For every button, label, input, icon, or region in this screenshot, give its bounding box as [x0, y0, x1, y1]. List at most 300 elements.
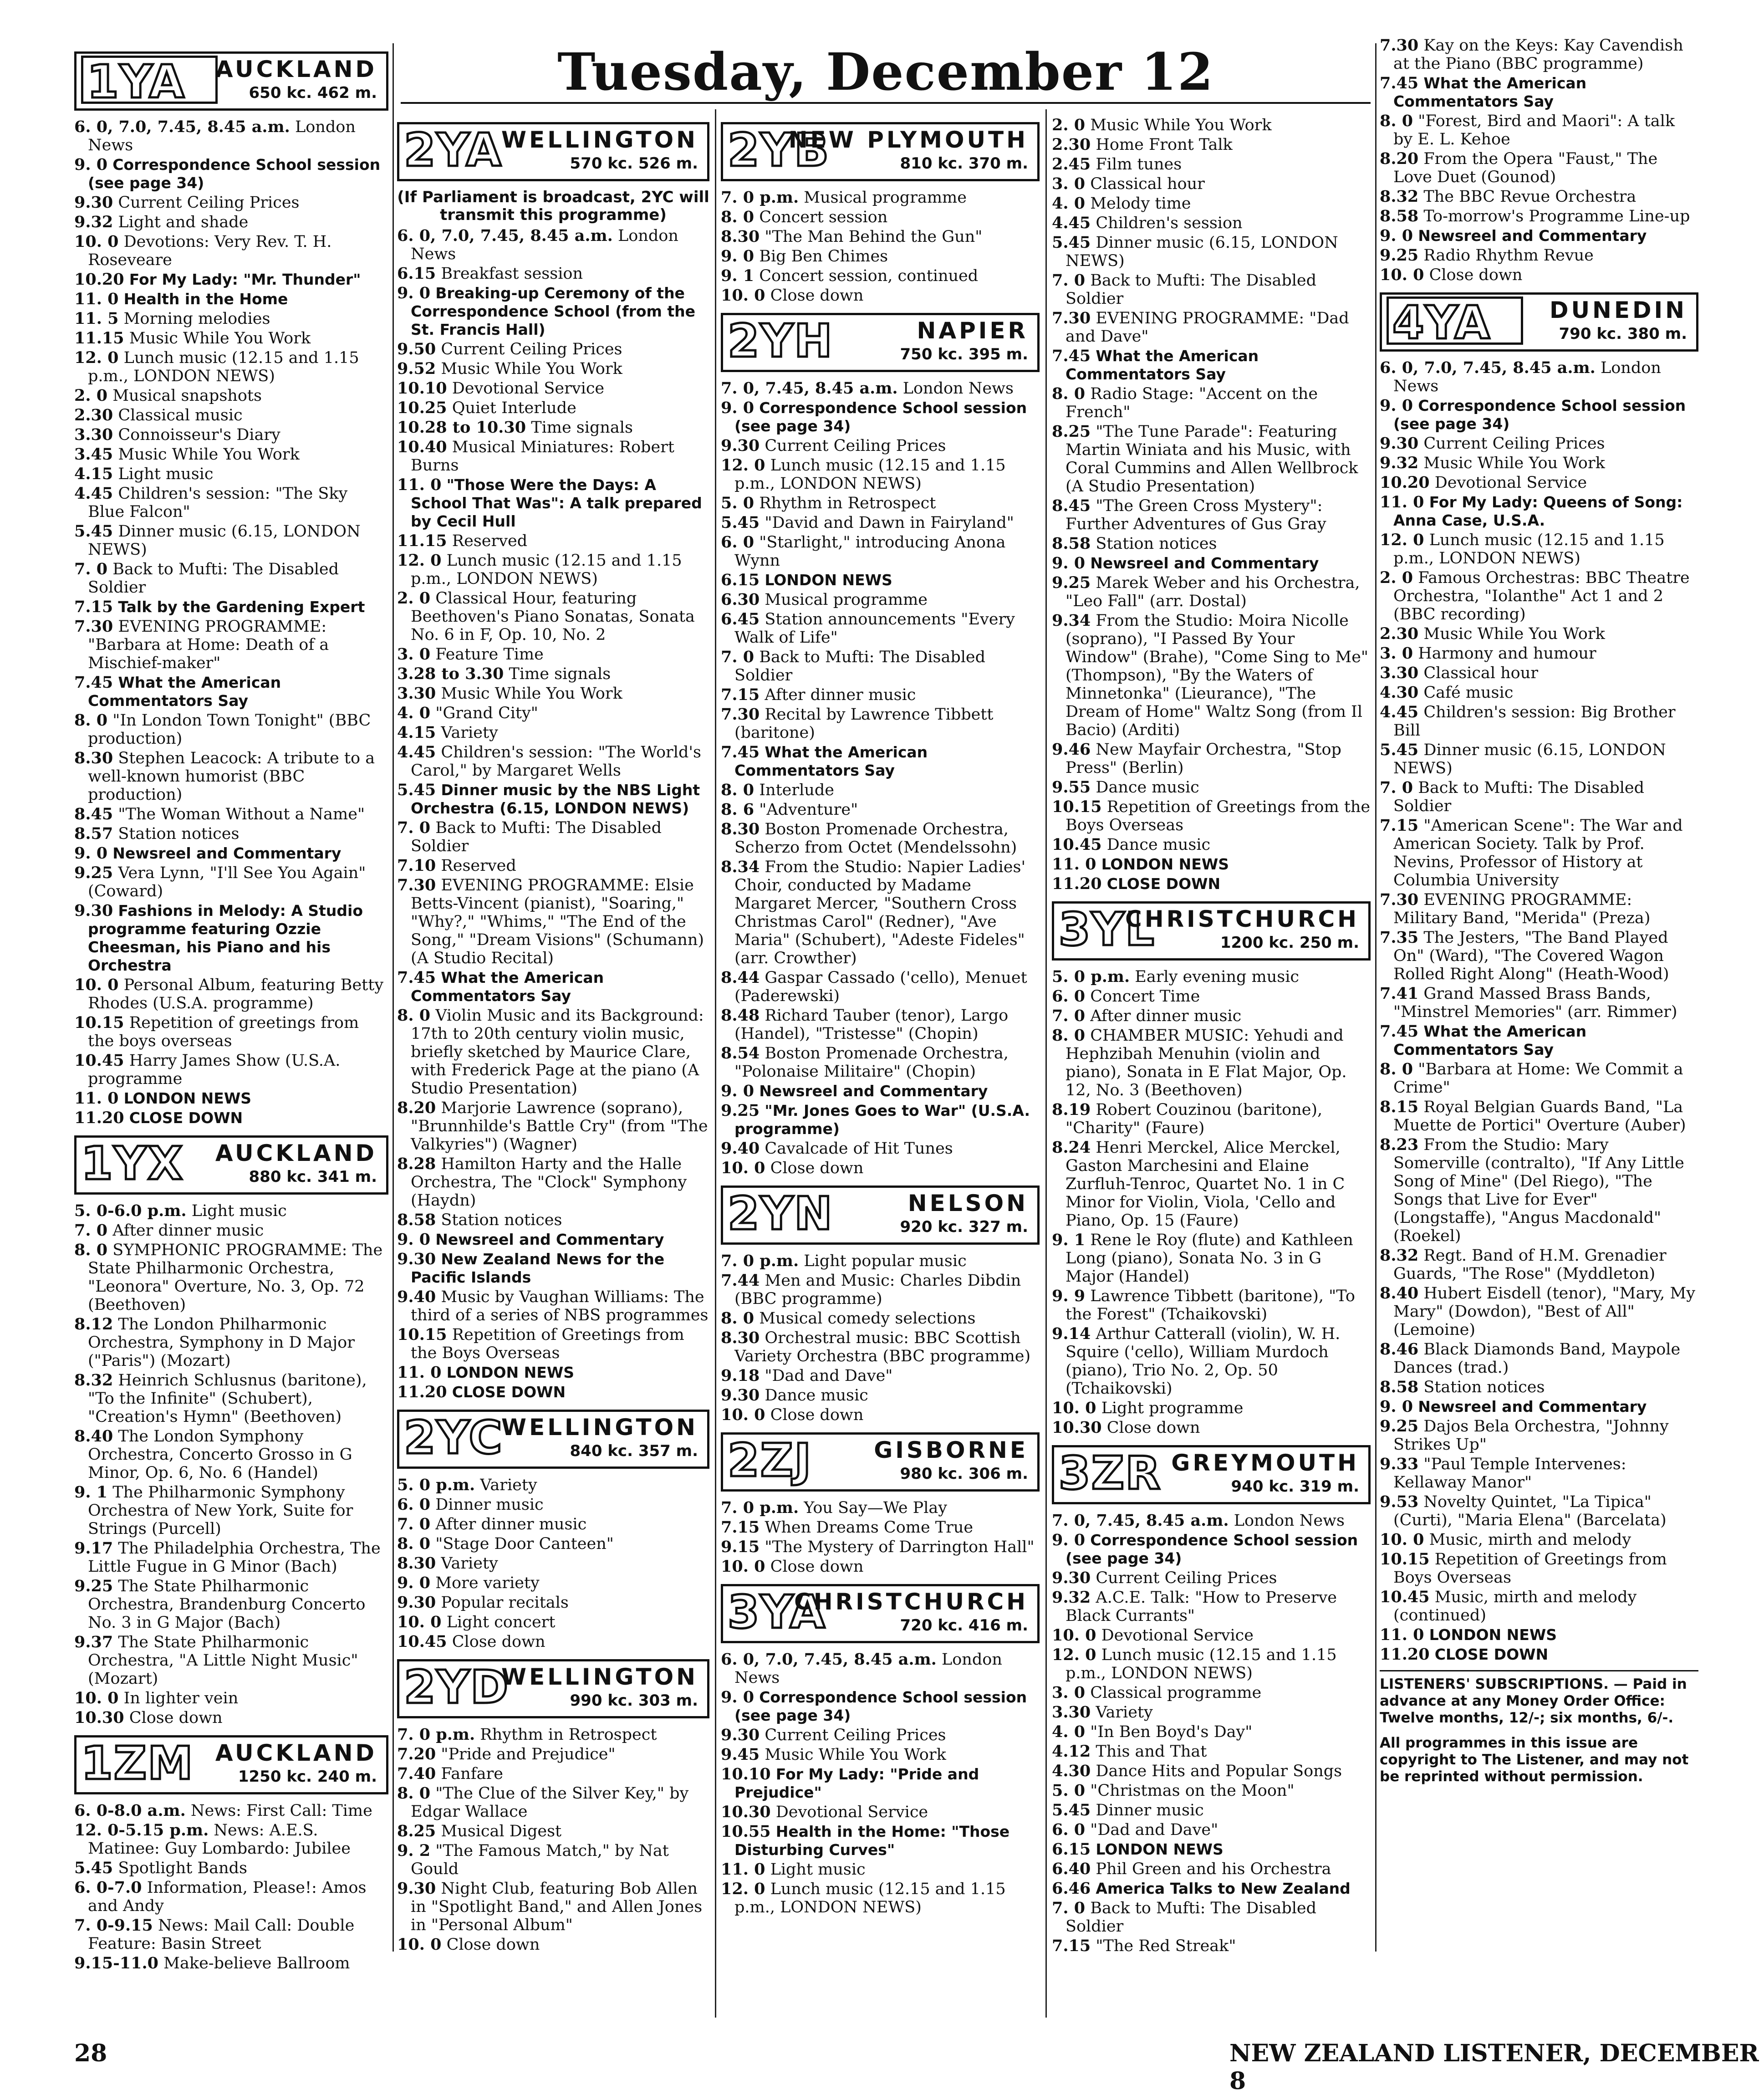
programme-item — [1380, 150, 1698, 186]
programme-time: 11. 0 — [1052, 855, 1096, 874]
programme-title: Back to Mufti: The Disabled Soldier — [1066, 271, 1317, 308]
programme-item — [397, 1288, 709, 1324]
programme-title: Vera Lynn, "I'll See You Again" (Coward) — [88, 864, 366, 900]
page-title: Tuesday, December 12 — [401, 43, 1371, 104]
programme-item — [1380, 1645, 1698, 1664]
programme-title: EVENING PROGRAMME: "Barbara at Home: Death of a Mischief-maker" — [88, 618, 329, 672]
programme-time: 9.46 — [1052, 740, 1091, 759]
programme-time: 8.32 — [1380, 187, 1419, 206]
programme-title: "American Scene": The War and American Society. Talk by Prof. Nevins, Professor of History at Columbia University — [1393, 817, 1683, 889]
station-callsign: 1YX — [81, 1137, 184, 1190]
station-city: AUCKLAND — [215, 1140, 377, 1166]
programme-time: 6. 0 — [1052, 987, 1086, 1006]
programme-time: 9. 0 — [1380, 396, 1413, 415]
programme-item — [1052, 1684, 1371, 1702]
programme-title: Close down — [452, 1633, 546, 1651]
programme-time: 7.15 — [74, 598, 113, 616]
programme-item — [397, 1842, 709, 1878]
programme-item — [721, 1765, 1040, 1802]
programme-item — [721, 1159, 1040, 1177]
programme-time: 9. 2 — [397, 1841, 431, 1860]
programme-title: Devotional Service — [775, 1803, 928, 1821]
programme-item — [1380, 493, 1698, 530]
programme-title: Back to Mufti: The Disabled Soldier — [1393, 779, 1645, 815]
programme-title: Richard Tauber (tenor), Largo (Handel), "Tristesse" (Chopin) — [734, 1007, 1009, 1043]
programme-time: 8. 0 — [1052, 1026, 1086, 1045]
programme-item — [74, 1371, 388, 1426]
programme-item — [1052, 1703, 1371, 1722]
programme-time: 4.45 — [1052, 214, 1091, 232]
programme-title: London News — [902, 379, 1014, 398]
programme-item — [1052, 987, 1371, 1006]
programme-time: 5. 0-6.0 p.m. — [74, 1201, 187, 1220]
programme-title: Back to Mufti: The Disabled Soldier — [1066, 1899, 1317, 1936]
programme-item — [74, 711, 388, 748]
programme-title: "Dad and Dave" — [1090, 1821, 1218, 1839]
programme-item — [1052, 612, 1371, 739]
programme-item — [74, 618, 388, 672]
programme-item — [74, 522, 388, 559]
programme-time: 2. 0 — [397, 589, 431, 608]
programme-title: News: Mail Call: Double Feature: Basin Street — [88, 1916, 355, 1953]
programme-title: Classical music — [118, 406, 243, 424]
programme-title: Connoisseur's Diary — [118, 426, 280, 444]
programme-title: Feature Time — [435, 645, 544, 664]
programme-title: Close down — [770, 1406, 864, 1424]
programme-time: 8. 0 — [1380, 1060, 1413, 1078]
programme-item — [74, 349, 388, 385]
programme-item — [397, 685, 709, 703]
programme-time: 8.58 — [1380, 207, 1419, 225]
programme-time: 10. 0 — [74, 232, 119, 251]
station-callsign: 2YD — [404, 1661, 509, 1714]
programme-item — [1052, 741, 1371, 777]
programme-time: 8.20 — [397, 1099, 436, 1117]
programme-item — [1380, 434, 1698, 453]
programme-title: Music, mirth and melody — [1429, 1531, 1631, 1549]
programme-title: CLOSE DOWN — [1434, 1645, 1549, 1663]
station-1zm — [74, 1735, 388, 1972]
programme-time: 6.45 — [721, 610, 760, 628]
programme-item — [1380, 664, 1698, 682]
programme-item — [1380, 1417, 1698, 1454]
programme-title: Robert Couzinou (baritone), "Charity" (Faure) — [1066, 1101, 1323, 1137]
programme-time: 4. 0 — [1052, 1722, 1086, 1741]
programme-time: 8.58 — [1052, 534, 1091, 553]
programme-title: Musical comedy selections — [759, 1309, 976, 1328]
programme-item — [397, 399, 709, 417]
programme-title: Light and shade — [118, 213, 249, 231]
programme-item — [1380, 569, 1698, 623]
programme-title: Children's session: Big Brother Bill — [1393, 703, 1676, 740]
programme-item — [74, 1241, 388, 1314]
programme-title: Violin Music and its Background: 17th to 20th century violin music, briefly sketched by Maurice Clare, with Frederick Page at the piano (A Studio Presentation) — [411, 1007, 704, 1098]
programme-item — [721, 820, 1040, 857]
programme-item — [721, 456, 1040, 493]
station-frequency: 790 kc. 380 m. — [1559, 325, 1687, 343]
programme-time: 3.30 — [1052, 1703, 1091, 1722]
programme-time: 7.15 — [721, 685, 760, 704]
programme-time: 7.15 — [721, 1518, 760, 1537]
programme-title: The London Symphony Orchestra, Concerto Grosso in G Minor, Op. 6, No. 6 (Handel) — [88, 1427, 352, 1482]
programme-item — [397, 227, 709, 263]
programme-time: 10.15 — [397, 1325, 447, 1344]
programme-time: 8.34 — [721, 858, 760, 876]
programme-time: 7.41 — [1380, 984, 1419, 1003]
programme-title: Station notices — [118, 825, 240, 843]
programme-item — [1380, 1550, 1698, 1587]
programme-item — [74, 387, 388, 405]
column-divider — [393, 43, 394, 1952]
programme-item — [1052, 136, 1371, 154]
programme-item — [721, 1803, 1040, 1821]
programme-item — [1052, 778, 1371, 797]
station-callsign: 1YA — [81, 56, 218, 104]
programme-item — [1052, 1762, 1371, 1780]
programme-time: 8.46 — [1380, 1340, 1419, 1359]
programme-time: 7. 0 — [1052, 1899, 1086, 1917]
programme-time: 8.25 — [397, 1822, 436, 1840]
programme-title: Dinner music (6.15, LONDON NEWS) — [1066, 234, 1338, 270]
programme-item — [721, 686, 1040, 704]
programme-time: 5.45 — [1380, 741, 1419, 759]
programme-time: 7. 0-9.15 — [74, 1916, 153, 1935]
programme-item — [397, 1155, 709, 1210]
programme-item — [397, 857, 709, 875]
station-header — [721, 1432, 1040, 1492]
programme-item — [1052, 1742, 1371, 1761]
footer-masthead: NEW ZEALAND LISTENER, DECEMBER 8 — [1229, 2039, 1759, 2095]
programme-title: After dinner music — [1090, 1007, 1242, 1025]
programme-item — [397, 645, 709, 664]
programme-item — [1380, 644, 1698, 663]
programme-item — [74, 194, 388, 212]
programme-time: 9. 0 — [1380, 1397, 1413, 1416]
programme-item — [74, 825, 388, 843]
programme-item — [1052, 214, 1371, 232]
programme-time: 11.20 — [397, 1383, 447, 1401]
programme-item — [397, 1594, 709, 1612]
programme-item — [1380, 1455, 1698, 1492]
programme-title: Back to Mufti: The Disabled Soldier — [411, 819, 662, 855]
programme-title: After dinner music — [435, 1515, 587, 1533]
programme-title: Radio Stage: "Accent on the French" — [1066, 385, 1318, 421]
programme-title: "The Famous Match," by Nat Gould — [411, 1842, 669, 1878]
programme-title: Concert session, continued — [759, 267, 979, 285]
programme-time: 10.10 — [397, 379, 447, 398]
programme-time: 9.37 — [74, 1633, 113, 1651]
programme-title: LONDON NEWS — [765, 571, 892, 589]
programme-title: Rhythm in Retrospect — [480, 1726, 657, 1744]
programme-time: 10.55 — [721, 1822, 771, 1841]
programme-item — [74, 1916, 388, 1953]
programme-title: Radio Rhythm Revue — [1423, 246, 1594, 265]
programme-title: "Forest, Bird and Maori": A talk by E. L. Kehoe — [1393, 112, 1675, 148]
programme-time: 10. 0 — [721, 1405, 765, 1424]
programme-time: 7. 0 p.m. — [721, 1498, 799, 1517]
programme-time: 6.15 — [1052, 1840, 1091, 1859]
programme-time: 11.15 — [74, 329, 124, 347]
programme-time: 7. 0 — [1052, 1007, 1086, 1025]
programme-time: 8.24 — [1052, 1138, 1091, 1157]
programme-time: 9. 0 — [397, 1574, 431, 1592]
station-callsign: 2YH — [728, 314, 833, 368]
programme-title: "Mr. Jones Goes to War" (U.S.A. programme) — [734, 1102, 1030, 1138]
programme-time: 10. 0 — [721, 1557, 765, 1576]
programme-item — [397, 1326, 709, 1362]
programme-title: Light popular music — [804, 1252, 967, 1270]
station-callsign: 2YC — [404, 1411, 503, 1464]
programme-time: 8.28 — [397, 1155, 436, 1173]
programme-item — [74, 118, 388, 154]
programme-title: Henri Merckel, Alice Merckel, Gaston Marchesini and Elaine Zurfluh-Tenroc, Quartet No. 1 in C Minor for Violin, Viola, 'Cello and Piano, Op. 15 (Faure) — [1066, 1139, 1345, 1230]
programme-time: 2.45 — [1052, 155, 1091, 174]
station-3yl — [1052, 901, 1371, 1437]
programme-time: 7. 0 — [1052, 271, 1086, 290]
programme-item — [397, 340, 709, 358]
programme-item — [397, 265, 709, 283]
programme-item — [1380, 1626, 1698, 1644]
programme-time: 8. 0 — [397, 1784, 431, 1803]
programme-title: Melody time — [1090, 194, 1191, 213]
station-header — [721, 313, 1040, 372]
programme-title: Musical programme — [804, 189, 967, 207]
programme-item — [74, 1221, 388, 1240]
programme-title: London News — [411, 227, 678, 263]
programme-title: Back to Mufti: The Disabled Soldier — [734, 648, 986, 685]
programme-item — [1052, 1880, 1371, 1898]
programme-title: Current Ceiling Prices — [1096, 1569, 1277, 1587]
programme-time: 4. 0 — [1052, 194, 1086, 213]
programme-time: 8.12 — [74, 1315, 113, 1334]
programme-title: "Dad and Dave" — [765, 1367, 893, 1385]
station-2yc — [397, 1410, 709, 1651]
programme-title: Dinner music by the NBS Light Orchestra (6.15, LONDON NEWS) — [411, 781, 700, 817]
programme-title: Children's session: "The Sky Blue Falcon" — [88, 485, 348, 521]
programme-item — [1380, 1493, 1698, 1529]
programme-item — [74, 805, 388, 823]
programme-item — [1052, 1589, 1371, 1625]
programme-title: Famous Orchestras: BBC Theatre Orchestra, "Iolanthe" Act 1 and 2 (BBC recording) — [1393, 569, 1690, 623]
programme-time: 8.23 — [1380, 1135, 1419, 1154]
programme-title: The State Philharmonic Orchestra, Brandenburg Concerto No. 3 in G Major (Bach) — [88, 1577, 366, 1632]
programme-time: 8. 0 — [74, 711, 108, 730]
station-header — [1052, 1445, 1371, 1504]
programme-item — [721, 858, 1040, 967]
programme-time: 6.15 — [397, 264, 436, 283]
programme-time: 8.32 — [74, 1371, 113, 1390]
column-1 — [74, 43, 388, 1974]
programme-time: 8.30 — [721, 820, 760, 838]
station-callsign: 3YL — [1059, 903, 1155, 956]
programme-item — [1380, 1340, 1698, 1377]
programme-time: 9.45 — [721, 1745, 760, 1764]
programme-title: Popular recitals — [441, 1594, 569, 1612]
programme-title: Classical hour — [1423, 664, 1539, 682]
programme-time: 8. 0 — [721, 208, 755, 226]
programme-title: Reserved — [441, 857, 516, 875]
station-2yb — [721, 122, 1040, 305]
programme-time: 10. 0 — [721, 286, 765, 305]
programme-time: 9. 1 — [74, 1483, 108, 1502]
programme-item — [397, 781, 709, 818]
programme-item — [397, 1383, 709, 1401]
programme-time: 7.30 — [397, 876, 436, 894]
station-city: CHRISTCHURCH — [794, 1589, 1028, 1615]
programme-item — [74, 1859, 388, 1877]
station-4ya — [1380, 292, 1698, 1664]
programme-item — [397, 1554, 709, 1573]
programme-time: 6. 0-7.0 — [74, 1878, 142, 1897]
programme-time: 7. 0 p.m. — [721, 1252, 799, 1270]
programme-title: Marek Weber and his Orchestra, "Leo Fall" (arr. Dostal) — [1066, 574, 1360, 610]
programme-title: Variety — [441, 724, 498, 742]
programme-time: 9.30 — [397, 1250, 436, 1268]
programme-title: More variety — [435, 1574, 540, 1592]
programme-title: "The Tune Parade": Featuring Martin Winiata and his Music, with Coral Cummins and Allen Wellbrock (A Studio Presentation) — [1066, 423, 1358, 496]
programme-item — [1380, 74, 1698, 111]
programme-time: 11. 0 — [721, 1860, 765, 1879]
programme-time: 9.30 — [721, 1386, 760, 1405]
programme-item — [721, 208, 1040, 226]
programme-title: Current Ceiling Prices — [765, 1726, 946, 1744]
programme-item — [1380, 891, 1698, 927]
programme-title: Concert Time — [1090, 987, 1200, 1006]
programme-time: 12. 0-5.15 p.m. — [74, 1821, 209, 1840]
programme-item — [74, 1109, 388, 1127]
programme-item — [1380, 227, 1698, 245]
programme-item — [1052, 1139, 1371, 1230]
programme-time: 4.15 — [74, 465, 113, 483]
programme-time: 9. 1 — [721, 266, 755, 285]
programme-title: Dinner music — [1096, 1801, 1204, 1819]
programme-item — [1052, 347, 1371, 383]
programme-time: 7. 0 — [397, 818, 431, 837]
programme-time: 7.44 — [721, 1271, 760, 1290]
programme-title: Dajos Bela Orchestra, "Johnny Strikes Up" — [1393, 1417, 1669, 1454]
programme-title: Repetition of Greetings from the Boys Overseas — [411, 1326, 684, 1362]
programme-time: 9.25 — [74, 1577, 113, 1595]
programme-title: Fanfare — [441, 1765, 503, 1783]
programme-item — [1052, 798, 1371, 834]
programme-title: Health in the Home — [123, 290, 288, 308]
programme-item — [397, 1515, 709, 1533]
programme-title: Current Ceiling Prices — [441, 340, 622, 358]
programme-time: 8. 0 — [74, 1241, 108, 1259]
programme-title: CLOSE DOWN — [452, 1383, 566, 1401]
programme-item — [721, 1860, 1040, 1879]
programme-item — [721, 801, 1040, 819]
programme-title: What the American Commentators Say — [88, 674, 281, 710]
programme-time: 11. 0 — [74, 290, 119, 308]
programme-title: Variety — [1096, 1703, 1153, 1722]
programme-time: 11.20 — [1380, 1645, 1430, 1664]
programme-time: 9.52 — [397, 359, 436, 378]
programme-time: 9.30 — [721, 436, 760, 455]
programme-item — [1380, 741, 1698, 777]
programme-time: 7.10 — [397, 856, 436, 875]
programme-title: Devotional Service — [1434, 474, 1587, 492]
programme-title: Musical snapshots — [112, 387, 262, 405]
programme-time: 2.30 — [1052, 135, 1091, 154]
station-header — [721, 122, 1040, 181]
programme-time: 11. 0 — [397, 1363, 442, 1382]
programme-time: 9.53 — [1380, 1492, 1419, 1511]
programme-time: 9.25 — [1052, 573, 1091, 592]
programme-item — [397, 552, 709, 588]
station-frequency: 1250 kc. 240 m. — [238, 1768, 377, 1786]
programme-item — [1052, 155, 1371, 174]
programme-title: New Mayfair Orchestra, "Stop Press" (Berlin) — [1066, 741, 1341, 777]
programme-item — [1052, 1419, 1371, 1437]
station-1yx — [74, 1135, 388, 1727]
station-city: CHRISTCHURCH — [1125, 906, 1359, 932]
station-city: DUNEDIN — [1549, 297, 1687, 323]
programme-time: 8.30 — [721, 227, 760, 246]
programme-item — [1380, 1378, 1698, 1396]
programme-item — [721, 705, 1040, 742]
programme-time: 3.30 — [74, 425, 113, 444]
programme-time: 9.55 — [1052, 778, 1091, 797]
programme-title: LONDON NEWS — [1096, 1840, 1224, 1858]
programme-item — [397, 1822, 709, 1840]
programme-item — [1052, 1646, 1371, 1682]
programme-title: What the American Commentators Say — [411, 969, 604, 1005]
programme-item — [74, 156, 388, 192]
station-city: WELLINGTON — [501, 1664, 698, 1690]
programme-title: Music While You Work — [118, 445, 300, 464]
programme-title: Newsreel and Commentary — [435, 1231, 664, 1248]
programme-item — [397, 1745, 709, 1763]
programme-time: 10. 0 — [397, 1935, 442, 1954]
programme-title: London News — [734, 1650, 1002, 1687]
programme-title: Rene le Roy (flute) and Kathleen Long (piano), Sonata No. 3 in G Major (Handel) — [1066, 1231, 1353, 1286]
programme-time: 6.46 — [1052, 1879, 1091, 1898]
programme-title: "Paul Temple Intervenes: Kellaway Manor" — [1393, 1455, 1626, 1492]
programme-time: 9.50 — [397, 340, 436, 358]
programme-title: Black Diamonds Band, Maypole Dances (trad.) — [1393, 1340, 1681, 1377]
programme-time: 9.32 — [1380, 454, 1419, 472]
programme-time: 8.30 — [74, 749, 113, 767]
programme-item — [397, 969, 709, 1005]
programme-time: 6.40 — [1052, 1860, 1091, 1878]
programme-title: Boston Promenade Orchestra, Scherzo from Octet (Mendelssohn) — [734, 820, 1017, 857]
programme-title: Newsreel and Commentary — [112, 844, 342, 862]
programme-time: 7.45 — [1052, 347, 1091, 365]
programme-item — [397, 1726, 709, 1744]
programme-title: "Those Were the Days: A School That Was": A talk prepared by Cecil Hull — [411, 476, 702, 530]
programme-item — [1052, 423, 1371, 496]
programme-item — [1052, 1027, 1371, 1099]
programme-time: 10. 0 — [74, 976, 119, 994]
programme-time: 4.30 — [1052, 1762, 1091, 1780]
programme-title: Close down — [1106, 1419, 1200, 1437]
programme-time: 8.20 — [1380, 149, 1419, 168]
column-5 — [1380, 36, 1698, 1785]
programme-item — [397, 1613, 709, 1631]
station-note: (If Parliament is broadcast, 2YC will transmit this programme) — [397, 188, 709, 224]
programme-time: 4.15 — [397, 723, 436, 742]
programme-item — [397, 1231, 709, 1249]
station-frequency: 980 kc. 306 m. — [900, 1465, 1028, 1483]
programme-item — [721, 533, 1040, 570]
programme-time: 8. 0 — [721, 1309, 755, 1328]
programme-title: The State Philharmonic Orchestra, "A Little Night Music" (Mozart) — [88, 1633, 358, 1688]
programme-title: Boston Promenade Orchestra, "Polonaise Militaire" (Chopin) — [734, 1044, 1009, 1081]
programme-title: LONDON NEWS — [1101, 855, 1229, 873]
programme-title: Devotional Service — [452, 379, 605, 398]
programme-time: 6. 0 — [721, 533, 755, 552]
